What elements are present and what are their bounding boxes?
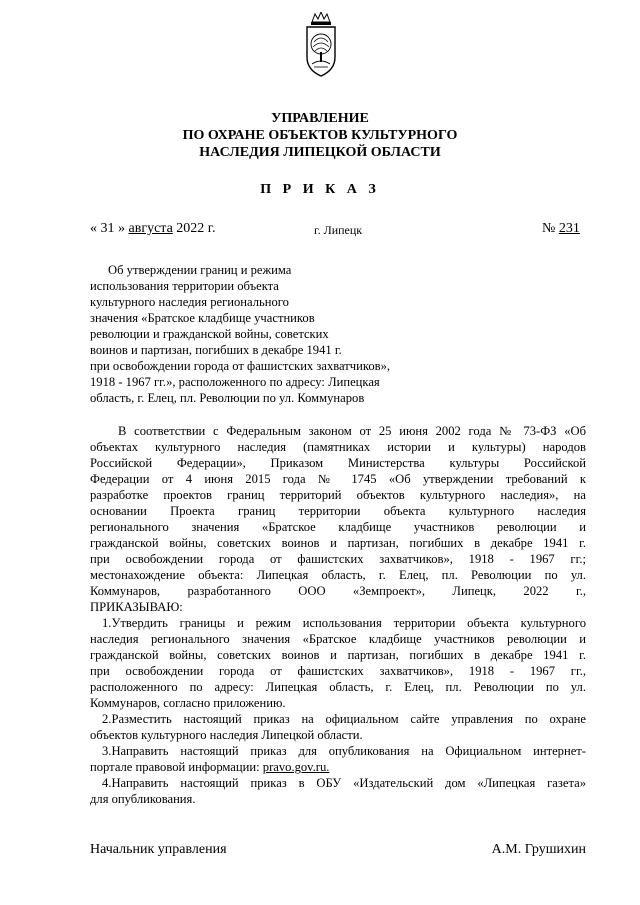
item-line: 3.Направить настоящий приказ для опубликования на Официальном интернет- <box>102 744 586 758</box>
item-line <box>90 759 586 775</box>
preamble-line: при освобождении города от фашистских захватчиков», 1918 - 1967 гг.; <box>90 552 586 566</box>
subject-line: область, г. Елец, пл. Революции по ул. Коммунаров <box>90 391 365 405</box>
preamble-line: В соответствии с Федеральным законом от 25 июня 2002 года № 73-ФЗ «Об <box>118 424 586 438</box>
org-name-line-3: НАСЛЕДИЯ ЛИПЕЦКОЙ ОБЛАСТИ <box>199 145 441 160</box>
preamble-line: Российской Федерации», Приказом Министерства культуры Российской <box>90 456 586 470</box>
org-name-line-1: УПРАВЛЕНИЕ <box>271 111 369 126</box>
item-line-prefix: портале правовой информации: <box>90 760 263 774</box>
item-line: для опубликования. <box>90 792 196 806</box>
order-item-2 <box>90 711 586 743</box>
order-number <box>542 221 580 237</box>
order-city: г. Липецк <box>314 223 363 237</box>
subject-line: при освобождении города от фашистских захватчиков», <box>90 359 391 373</box>
decree-word: ПРИКАЗЫВАЮ: <box>90 600 183 614</box>
item-line: 4.Направить настоящий приказ в ОБУ «Издательский дом «Липецкая газета» <box>102 776 586 790</box>
preamble-line: Федерации от 4 июня 2015 года № 1745 «Об утверждении требований к <box>90 472 586 486</box>
date-day: « 31 » <box>90 221 125 236</box>
preamble-line: местонахождение объекта: Липецкая область, г. Елец, пл. Революции по ул. <box>90 568 586 582</box>
order-item-4 <box>90 775 586 807</box>
subject-line: Об утверждении границ и режима <box>108 263 292 277</box>
item-line: 2.Разместить настоящий приказ на официальном сайте управления по охране <box>102 712 586 726</box>
number-label: № <box>542 221 556 236</box>
item-line: 1.Утвердить границы и режим использования территории объекта культурного <box>102 616 586 630</box>
preamble-line: объектах культурного наследия (памятниках истории и культуры) народов <box>90 440 586 454</box>
item-line: объектов культурного наследия Липецкой области. <box>90 728 363 742</box>
order-item-3 <box>90 743 586 775</box>
subject-line: революции и гражданской войны, советских <box>90 327 329 341</box>
date-month: августа <box>128 221 173 236</box>
subject-line: 1918 - 1967 гг.», расположенного по адресу: Липецкая <box>90 375 380 389</box>
pravo-gov-link[interactable]: pravo.gov.ru. <box>262 760 330 774</box>
item-line: наследия регионального значения «Братское кладбище участников революции и <box>90 632 586 646</box>
order-item-1 <box>90 615 586 711</box>
signature-position: Начальник управления <box>90 842 227 857</box>
order-date <box>90 221 215 237</box>
preamble-paragraph <box>90 423 586 615</box>
date-year: 2022 г. <box>176 221 216 236</box>
item-line: Коммунаров, согласно приложению. <box>90 696 286 710</box>
order-title: П Р И К А З <box>260 182 380 197</box>
order-subject <box>90 262 450 406</box>
preamble-line: гражданской войны, советских воинов и партизан, погибших в декабре 1941 г. <box>90 536 586 550</box>
preamble-line: регионального значения «Братское кладбище участников революции и <box>90 520 586 534</box>
item-line: расположенного по адресу: Липецкая область, г. Елец, пл. Революции по ул. <box>90 680 586 694</box>
item-line: при освобождении города от фашистских захватчиков», 1918 - 1967 гг., <box>90 664 586 678</box>
org-name-line-2: ПО ОХРАНЕ ОБЪЕКТОВ КУЛЬТУРНОГО <box>182 128 458 143</box>
preamble-line: основании Проекта границ территории объекта культурного наследия <box>90 504 586 518</box>
subject-line: значения «Братское кладбище участников <box>90 311 315 325</box>
subject-line: воинов и партизан, погибших в декабре 1941 г. <box>90 343 342 357</box>
item-line: гражданской войны, советских воинов и партизан, погибших в декабре 1941 г. <box>90 648 586 662</box>
signature-name: А.М. Грушихин <box>491 842 586 857</box>
subject-line: культурного наследия регионального <box>90 295 289 309</box>
preamble-line: разработке проектов границ территорий объектов культурного наследия», на <box>90 488 586 502</box>
preamble-line: Коммунаров, разработанного ООО «Земпроект», Липецк, 2022 г., <box>90 584 586 598</box>
number-value: 231 <box>558 221 580 236</box>
subject-line: использования территории объекта <box>90 279 279 293</box>
coat-of-arms-emblem <box>302 12 340 80</box>
